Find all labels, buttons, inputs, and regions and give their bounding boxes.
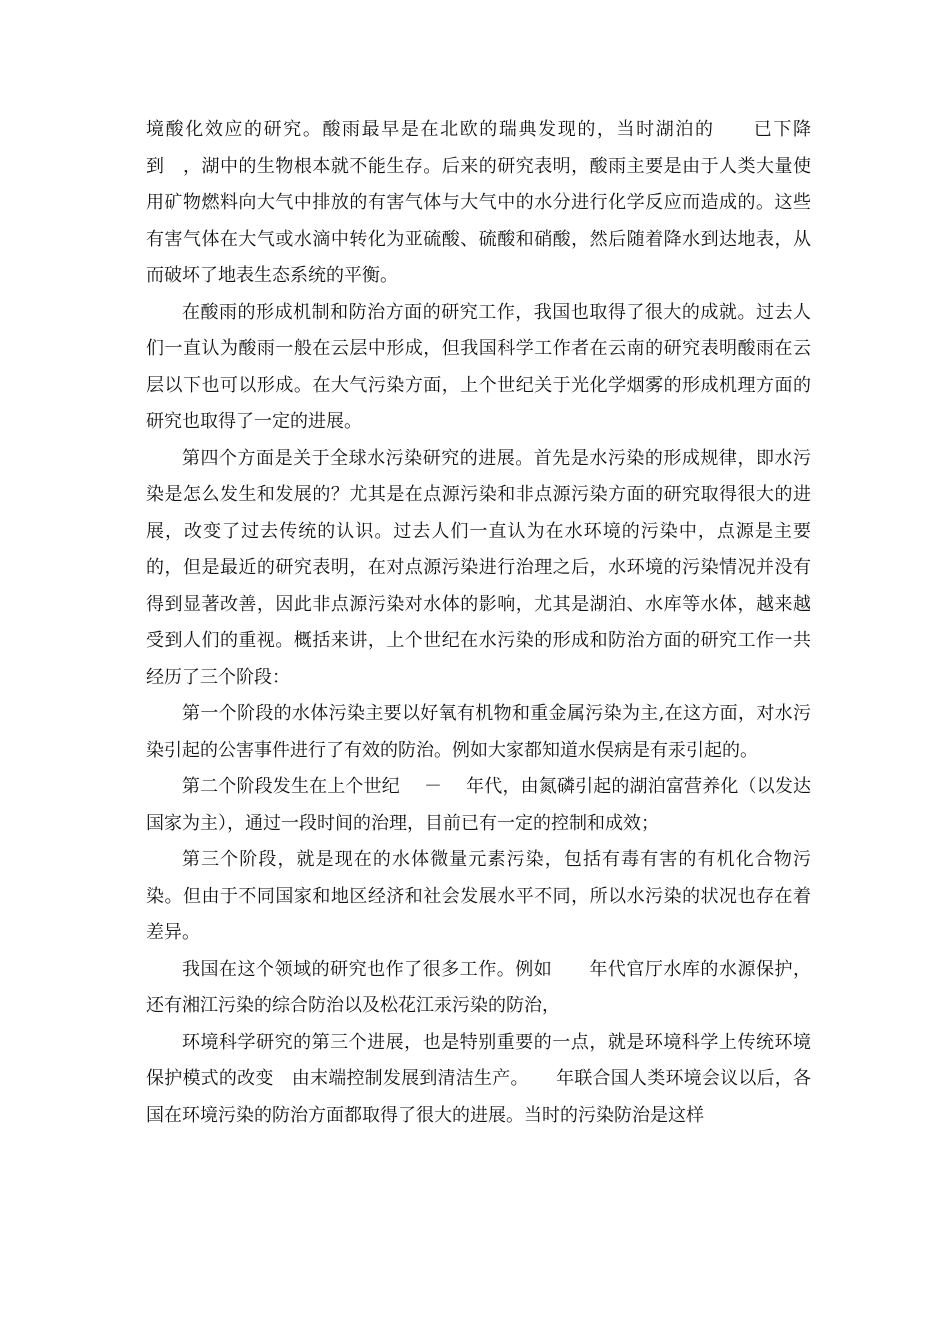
paragraph-acid-rain-china: 在酸雨的形成机制和防治方面的研究工作，我国也取得了很大的成就。过去人们一直认为酸雨一般在云层中形成，但我国科学工作者在云南的研究表明酸雨在云层以下也可以形成。在大气污染方面，上个世纪关于光化学烟雾的形成机理方面的研究也取得了一定的进展。	[146, 301, 811, 432]
paragraph-water-pollution: 第四个方面是关于全球水污染研究的进展。首先是水污染的形成规律，即水污染是怎么发生和发展的？尤其是在点源污染和非点源污染方面的研究取得很大的进展，改变了过去传统的认识。过去人们一直认为在水环境的污染中，点源是主要的，但是最近的研究表明，在对点源污染进行治理之后，水环境的污染情况并没有得到显著改善，因此非点源污染对水体的影响，尤其是湖泊、水库等水体，越来越受到人们的重视。概括来讲，上个世纪在水污染的形成和防治方面的研究工作一共经历了三个阶段：	[146, 447, 811, 688]
document-page	[146, 112, 811, 1134]
paragraph-stage-two: 第二个阶段发生在上个世纪 － 年代，由氮磷引起的湖泊富营养化（以发达国家为主），通过一段时间的治理，目前已有一定的控制和成效；	[146, 776, 811, 834]
paragraph-stage-three: 第三个阶段，就是现在的水体微量元素污染，包括有毒有害的有机化合物污染。但由于不同国家和地区经济和社会发展水平不同，所以水污染的状况也存在着差异。	[146, 849, 811, 943]
paragraph-clean-production: 环境科学研究的第三个进展，也是特别重要的一点，就是环境科学上传统环境保护模式的改变 由末端控制发展到清洁生产。 年联合国人类环境会议以后，各国在环境污染的防治方面都取得了很大的进展。当时的污染防治是这样	[146, 1031, 811, 1126]
paragraph-acid-rain-sweden: 境酸化效应的研究。酸雨最早是在北欧的瑞典发现的，当时湖泊的 已下降到 ，湖中的生物根本就不能生存。后来的研究表明，酸雨主要是由于人类大量使用矿物燃料向大气中排放的有害气体与大气中的水分进行化学反应而造成的。这些有害气体在大气或水滴中转化为亚硫酸、硫酸和硝酸，然后随着降水到达地表，从而破坏了地表生态系统的平衡。	[146, 119, 811, 286]
paragraph-china-research: 我国在这个领域的研究也作了很多工作。例如 年代官厅水库的水源保护，还有湘江污染的综合防治以及松花江汞污染的防治，	[146, 958, 811, 1016]
paragraph-stage-one: 第一个阶段的水体污染主要以好氧有机物和重金属污染为主,在这方面，对水污染引起的公害事件进行了有效的防治。例如大家都知道水俣病是有汞引起的。	[146, 703, 811, 761]
